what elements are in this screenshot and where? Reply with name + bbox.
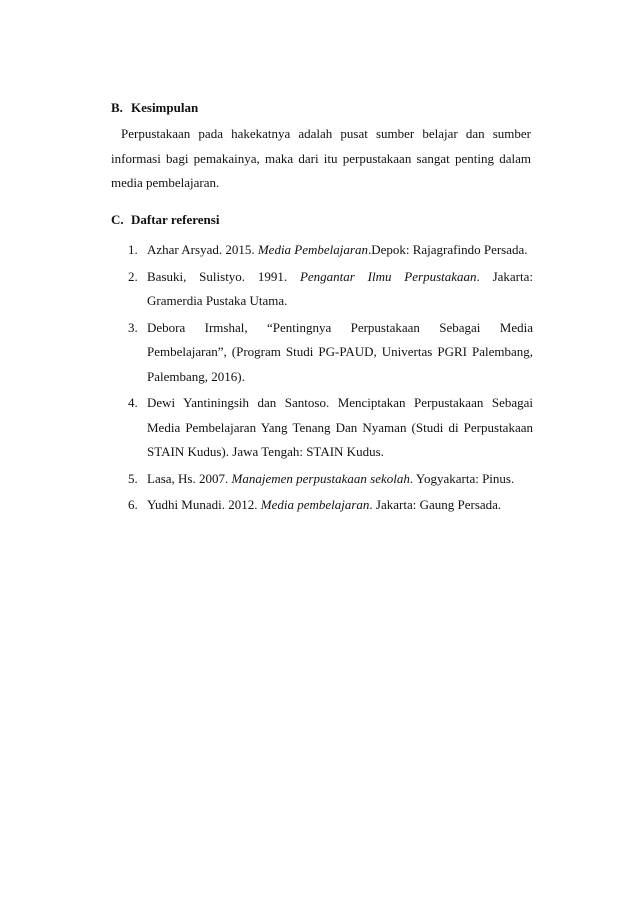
reference-text: Dewi Yantiningsih dan Santoso. Menciptakan Perpustakaan Sebagai Media Pembelajaran Yang Tenang Dan Nyaman (Studi di Perpustakaan STAIN Kudus). Jawa Tengah: STAIN Kudus. xyxy=(147,395,533,459)
reference-item xyxy=(128,238,533,263)
section-b-paragraph-text: Perpustakaan pada hakekatnya adalah pusat sumber belajar dan sumber informasi bagi pemakainya, maka dari itu perpustakaan sangat penting dalam media pembelajaran. xyxy=(111,126,531,190)
reference-number: 1. xyxy=(128,242,138,257)
section-b-title: Kesimpulan xyxy=(131,100,199,115)
reference-item xyxy=(128,493,533,518)
reference-number: 6. xyxy=(128,497,138,512)
reference-number: 5. xyxy=(128,470,138,486)
reference-title: Media Pembelajaran xyxy=(257,242,368,257)
reference-title: Manajemen perpustakaan sekolah xyxy=(231,470,410,486)
reference-text: Lasa, Hs. 2007. xyxy=(147,470,232,486)
reference-publisher: . Jakarta: Gramerdia Pustaka Utama. xyxy=(147,268,534,308)
reference-text: Azhar Arsyad. 2015. xyxy=(147,242,258,257)
reference-title: Media pembelajaran xyxy=(260,497,370,512)
section-c-number: C. xyxy=(111,212,124,227)
reference-item xyxy=(128,391,533,465)
section-c-title: Daftar referensi xyxy=(131,212,220,227)
section-b-heading xyxy=(111,99,198,117)
reference-number: 2. xyxy=(128,268,138,284)
section-c-heading xyxy=(111,211,219,229)
reference-item xyxy=(128,316,533,390)
section-b-paragraph xyxy=(111,122,531,196)
reference-text: Yudhi Munadi. 2012. xyxy=(147,497,261,512)
reference-text: Debora Irmshal, “Pentingnya Perpustakaan Sebagai Media Pembelajaran”, (Program Studi PG-PAUD, Univertas PGRI Palembang, Palembang, 2016). xyxy=(147,319,533,384)
reference-title: Pengantar Ilmu Perpustakaan xyxy=(299,268,477,284)
reference-publisher: . Jakarta: Gaung Persada. xyxy=(369,497,502,512)
reference-publisher: .Depok: Rajagrafindo Persada. xyxy=(367,242,528,257)
reference-number: 3. xyxy=(128,319,138,335)
reference-item xyxy=(128,265,533,314)
reference-text: Basuki, Sulistyo. 1991. xyxy=(147,268,300,284)
reference-number: 4. xyxy=(128,395,138,410)
reference-list xyxy=(128,238,533,520)
section-b-number: B. xyxy=(111,100,123,115)
reference-publisher: . Yogyakarta: Pinus. xyxy=(409,470,515,486)
reference-item xyxy=(128,467,533,492)
